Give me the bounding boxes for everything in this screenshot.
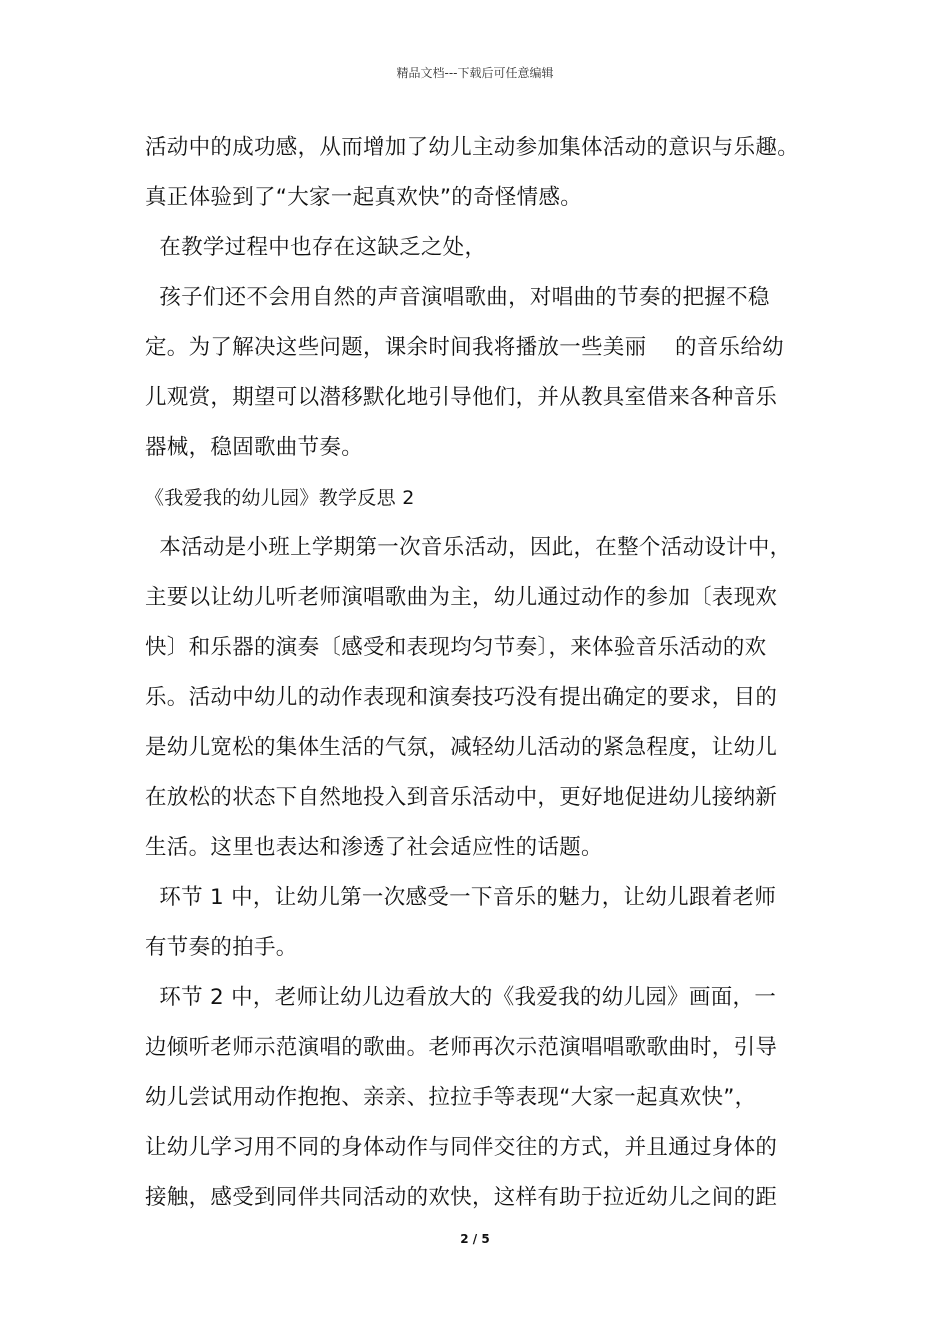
body-line: 乐。活动中幼儿的动作表现和演奏技巧没有提出确定的要求，目的 [145,685,778,710]
body-line: 是幼儿宽松的集体生活的气氛，减轻幼儿活动的紧急程度，让幼儿 [145,735,778,760]
body-line: 主要以让幼儿听老师演唱歌曲为主，幼儿通过动作的参加〔表现欢 [145,585,778,610]
body-line: 接触，感受到同伴共同活动的欢快，这样有助于拉近幼儿之间的距 [145,1185,778,1210]
document-body [145,128,815,1228]
body-line: 让幼儿学习用不同的身体动作与同伴交往的方式，并且通过身体的 [145,1135,778,1160]
body-line: 边倾听老师示范演唱的歌曲。老师再次示范演唱唱歌歌曲时，引导 [145,1035,778,1060]
body-line: 有节奏的拍手。 [145,935,298,960]
page-number: 2 / 5 [460,1232,490,1246]
body-line: 儿观赏，期望可以潜移默化地引导他们，并从教具室借来各种音乐 [145,385,778,410]
page-header: 精品文档---下载后可任意编辑 [396,66,554,80]
section-heading: 《我爱我的幼儿园》教学反思 2 [145,487,415,509]
body-line: 幼儿尝试用动作抱抱、亲亲、拉拉手等表现“大家一起真欢快”， [145,1085,757,1110]
body-line: 环节 1 中，让幼儿第一次感受一下音乐的魅力，让幼儿跟着老师 [145,885,777,910]
body-line: 在教学过程中也存在这缺乏之处， [145,235,487,260]
body-line: 快〕和乐器的演奏〔感受和表现均匀节奏〕，来体验音乐活动的欢 [145,635,767,660]
body-line: 真正体验到了“大家一起真欢快”的奇怪情感。 [145,185,583,210]
body-line: 器械，稳固歌曲节奏。 [145,435,364,460]
body-line: 本活动是小班上学期第一次音乐活动，因此，在整个活动设计中， [145,535,792,560]
body-line: 活动中的成功感，从而增加了幼儿主动参加集体活动的意识与乐趣。 [145,135,800,160]
body-line: 生活。这里也表达和渗透了社会适应性的话题。 [145,835,603,860]
body-line: 在放松的状态下自然地投入到音乐活动中，更好地促进幼儿接纳新 [145,785,778,810]
body-line: 孩子们还不会用自然的声音演唱歌曲，对唱曲的节奏的把握不稳 [145,285,770,310]
body-line: 环节 2 中，老师让幼儿边看放大的《我爱我的幼儿园》画面，一 [145,985,777,1010]
body-line: 定。为了解决这些问题，课余时间我将播放一些美丽 的音乐给幼 [145,335,784,360]
